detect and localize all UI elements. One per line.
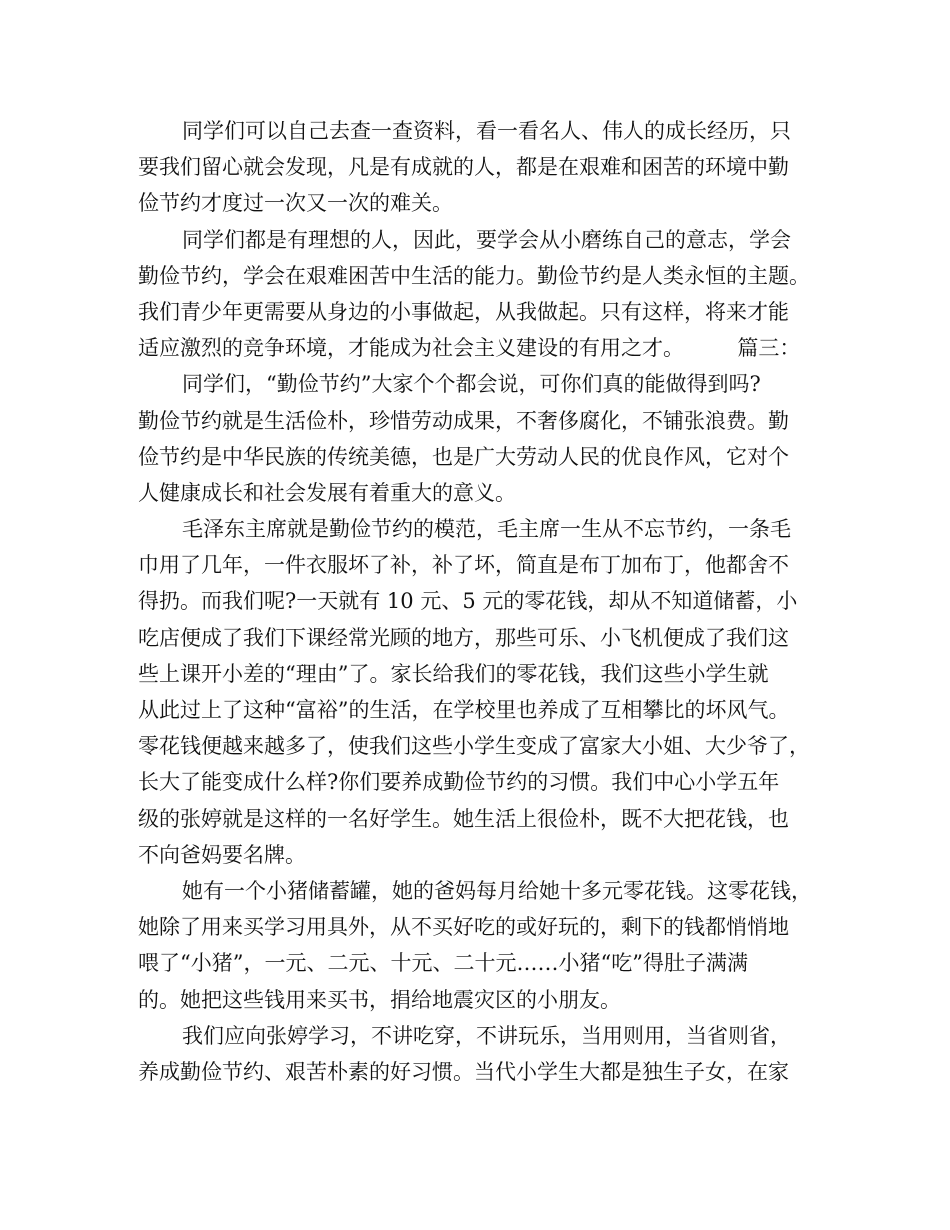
text-line: 吃店便成了我们下课经常光顾的地方，那些可乐、小飞机便成了我们这 [138,625,789,650]
text-line: 得扔。而我们呢?一天就有 10 元、5 元的零花钱，却从不知道储蓄，小 [138,589,798,614]
text-line: 巾用了几年，一件衣服坏了补，补了坏，简直是布丁加布丁，他都舍不 [138,553,789,578]
text-line: 同学们，“勤俭节约”大家个个都会说，可你们真的能做得到吗? [182,372,761,397]
text-line: 同学们都是有理想的人，因此，要学会从小磨练自己的意志，学会 [182,227,791,252]
text-line: 俭节约是中华民族的传统美德，也是广大劳动人民的优良作风，它对个 [138,444,789,469]
text-line: 我们青少年更需要从身边的小事做起，从我做起。只有这样，将来才能 [138,299,789,324]
text-line: 毛泽东主席就是勤俭节约的模范，毛主席一生从不忘节约，一条毛 [182,517,791,542]
text-line: 人健康成长和社会发展有着重大的意义。 [138,480,516,505]
text-line: 从此过上了这种“富裕”的生活，在学校里也养成了互相攀比的坏风气。 [138,698,790,722]
text-line: 些上课开小差的“理由”了。家长给我们的零花钱，我们这些小学生就 [138,661,769,686]
document-body [138,113,818,1090]
text-line: 适应激烈的竞争环境，才能成为社会主义建设的有用之才。 篇三： [138,336,801,361]
text-line: 勤俭节约，学会在艰难困苦中生活的能力。勤俭节约是人类永恒的主题。 [138,263,810,288]
text-line: 零花钱便越来越多了，使我们这些小学生变成了富家大小姐、大少爷了， [138,734,810,759]
text-line: 的。她把这些钱用来买书，捐给地震灾区的小朋友。 [138,987,621,1012]
text-line: 她除了用来买学习用具外，从不买好吃的或好玩的，剩下的钱都悄悄地 [138,915,789,940]
text-line: 要我们留心就会发现，凡是有成就的人，都是在艰难和困苦的环境中勤 [138,155,789,180]
text-line: 级的张婷就是这样的一名好学生。她生活上很俭朴，既不大把花钱，也 [138,806,789,831]
text-line: 喂了“小猪”，一元、二元、十元、二十元……小猪“吃”得肚子满满 [138,951,748,976]
text-line: 不向爸妈要名牌。 [138,842,306,867]
text-line: 俭节约才度过一次又一次的难关。 [138,191,453,216]
text-line: 她有一个小猪储蓄罐，她的爸妈每月给她十多元零花钱。这零花钱， [182,878,812,903]
text-line: 养成勤俭节约、艰苦朴素的好习惯。当代小学生大都是独生子女，在家 [138,1059,789,1084]
text-line: 我们应向张婷学习，不讲吃穿，不讲玩乐，当用则用，当省则省， [182,1023,791,1048]
text-line: 长大了能变成什么样?你们要养成勤俭节约的习惯。我们中心小学五年 [138,770,780,795]
text-line: 同学们可以自己去查一查资料，看一看名人、伟人的成长经历，只 [182,119,791,143]
text-line: 勤俭节约就是生活俭朴，珍惜劳动成果，不奢侈腐化，不铺张浪费。勤 [138,408,789,433]
